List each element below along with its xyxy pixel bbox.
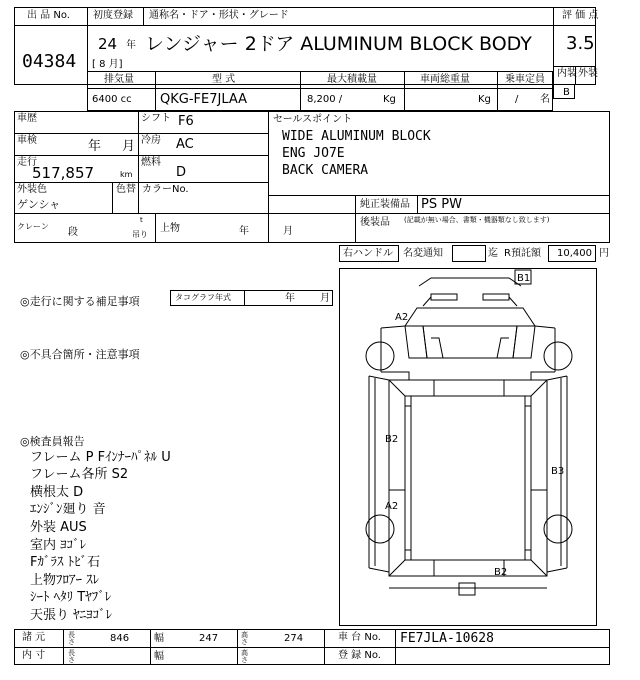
inspector-line: ｼｰﾄ ﾍﾀﾘ Tﾔﾌﾞﾚ [30,590,112,605]
inspection-year-unit: 年 [88,139,102,154]
divider [14,182,268,183]
tacho-year: 年 [285,293,295,304]
divider [14,25,596,26]
grade: 3.5 [566,33,595,54]
divider [112,182,113,213]
divider [155,71,156,111]
divider [300,71,301,111]
divider [63,629,64,665]
crane-stage: 段 [68,227,78,238]
gross-weight-unit: Kg [478,94,491,105]
vehicle-name: レンジャー 2ドア ALUMINUM BLOCK BODY [145,33,532,55]
ac: AC [176,137,194,152]
width: 247 [199,633,219,644]
divider [155,213,156,243]
first-reg-month: [ 8 月] [92,59,123,70]
width-label: 幅 [154,633,164,644]
divider [150,629,151,665]
divider [87,88,553,89]
year-unit: 年 [126,40,136,51]
divider [14,155,268,156]
capacity: / [515,94,519,105]
sales-label: セールスポイント [273,114,353,125]
crane-ton: t [140,216,143,224]
fuel-label: 燃料 [141,157,161,168]
inspection-month-unit: 月 [122,139,136,154]
recycle-label: R預託額 [504,248,541,259]
first-reg-label: 初度登録 [93,10,133,21]
recycle: 10,400 [557,248,592,259]
mark-box-b2 [459,583,475,595]
shift-label: シフト [141,113,171,124]
divider [244,290,245,306]
aftermarket-label: 後装品 [360,217,390,228]
inspector-label: ◎検査員報告 [20,435,85,448]
inspector-line: Fｶﾞﾗｽ ﾄﾋﾞ石 [30,555,101,570]
grade-label: 評 価 点 [562,10,599,21]
interior-dims-label: 内 寸 [22,650,46,661]
shift: F6 [178,114,194,129]
equipment-label: 純正装備品 [360,199,410,210]
height-label: 高さ [241,631,248,647]
model-label: 型 式 [212,74,236,85]
sales-point: BACK CAMERA [282,163,369,178]
fuel: D [176,165,187,180]
lot-label: 出 品 No. [27,10,70,21]
first-reg-year: 24 [98,35,118,53]
inspector-line: 室内 ﾖｺﾞﾚ [30,538,87,553]
divider [355,195,356,243]
length-label: 長さ [68,631,75,647]
model: QKG-FE7JLAA [160,92,248,107]
max-load: 8,200 / [307,94,343,105]
upper-label: 上物 [160,223,180,234]
tacho-label: タコグラフ年式 [175,293,231,302]
chassis-label: 車 台 No. [338,632,381,643]
divider [324,629,325,665]
max-load-label: 最大積載量 [327,74,377,85]
driving-label: ◎走行に関する補足事項 [20,295,140,308]
height: 274 [284,633,304,644]
capacity-unit: 名 [540,94,550,105]
inspection-label: 車検 [17,135,37,146]
name-change-box [452,245,486,262]
divider [14,133,268,134]
diagram-mark-b1: B1 [517,273,531,284]
vehicle-label: 通称名・ドア・形状・グレード [149,10,289,21]
sales-point: ENG JO7E [282,146,345,161]
displacement-label: 排気量 [104,74,134,85]
mileage: 517,857 [32,164,95,182]
gross-weight-label: 車両総重量 [420,74,470,85]
max-load-unit: Kg [383,94,396,105]
aftermarket-note: (記載が無い場合、書類・機器類なし致します) [404,216,550,224]
crane-hoist: 吊り [132,230,148,239]
tacho-month: 月 [320,293,330,304]
chassis-number: FE7JLA-10628 [400,631,494,646]
divider [404,71,405,111]
equipment: PS PW [421,197,462,212]
divider [237,629,238,665]
inspector-line: フレーム P Fｲﾝﾅｰﾊﾟﾈﾙ U [30,450,171,465]
mileage-unit: km [120,170,133,179]
divider [14,213,610,214]
dims-label: 諸 元 [22,632,46,643]
diagram-mark-b3: B3 [551,466,565,477]
divider [268,111,269,243]
diagram-frame [340,269,597,626]
inspector-line: 外装 AUS [30,520,87,535]
diagram-mark-b2: B2 [494,567,508,578]
mileage-label: 走行 [17,157,37,168]
exterior-label: 外装 [578,68,598,79]
width-label: 幅 [154,651,164,662]
interior-grade: B [563,87,570,98]
displacement: 6400 cc [92,94,132,105]
vehicle-diagram [339,268,597,626]
inspector-line: フレーム各所 S2 [30,467,129,482]
length-label: 長さ [68,649,75,665]
divider [143,7,144,25]
recycle-unit: 円 [599,248,609,259]
color-no-label: カラーNo. [142,184,189,195]
inspector-line: 横根太 D [30,485,84,500]
length: 846 [110,633,130,644]
diagram-mark-a2: A2 [395,312,409,323]
divider [138,111,139,213]
rhd: 右ハンドル [343,248,393,259]
upper-month-unit: 月 [283,226,293,237]
divider [497,71,498,111]
exterior-color-label: 外装色 [17,184,47,195]
registration-label: 登 録 No. [338,650,381,661]
defects-label: ◎不具合箇所・注意事項 [20,348,140,361]
crane-label: クレーン [17,222,49,231]
sticker: 迄 [488,248,498,259]
upper-year-unit: 年 [239,226,249,237]
divider [14,647,610,648]
spec-frame [87,71,553,111]
color-change-label: 色替 [116,184,136,195]
capacity-label: 乗車定員 [505,74,545,85]
divider [417,195,418,213]
divider [395,629,396,665]
sales-point: WIDE ALUMINUM BLOCK [282,129,431,144]
ac-label: 冷房 [141,135,161,146]
diagram-mark-b2: B2 [385,434,399,445]
exterior-color: ゲンシャ [17,198,61,211]
history-label: 車歴 [17,113,37,124]
divider [553,7,554,85]
inspector-line: ｴﾝｼﾞﾝ廻り 音 [30,502,106,517]
divider [268,195,610,196]
height-label: 高さ [241,649,248,665]
inspector-line: 上物ﾌﾛｱｰ ｽﾚ [30,573,100,588]
name-change-label: 名変通知 [403,248,443,259]
interior-label: 内装 [557,68,577,79]
inspector-line: 天張り ﾔﾆﾖｺﾞﾚ [30,608,113,623]
diagram-mark-a2: A2 [385,501,399,512]
lot-number: 04384 [22,51,77,72]
